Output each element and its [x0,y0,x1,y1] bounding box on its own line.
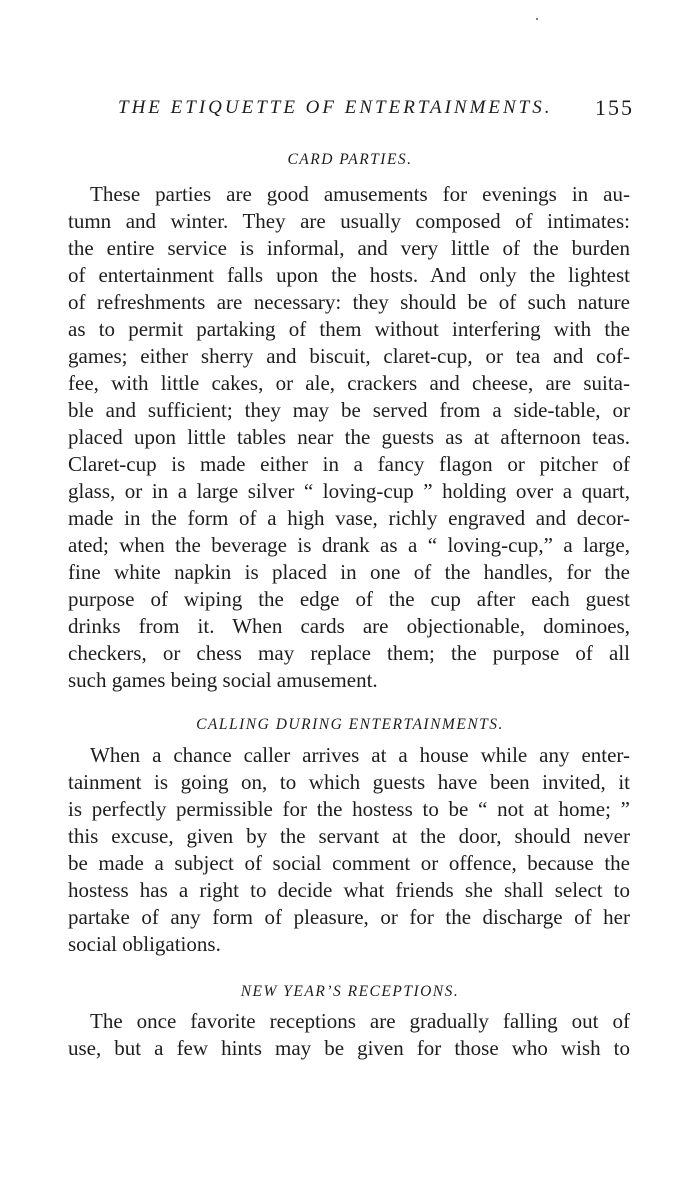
text-line: made in the form of a high vase, richly engraved and decor- [68,506,630,530]
text-line: These parties are good amusements for evenings in au- [90,182,630,206]
text-line: Claret-cup is made either in a fancy flagon or pitcher of [68,452,630,476]
text-line: purpose of wiping the edge of the cup after each guest [68,587,630,611]
text-line: be made a subject of social comment or offence, because the [68,851,630,875]
page-number: 155 [595,95,634,120]
section-heading-card-parties: CARD PARTIES. [287,151,413,168]
section-heading-calling-during-entertainments: CALLING DURING ENTERTAINMENTS. [196,716,504,733]
text-line: partake of any form of pleasure, or for the discharge of her [68,905,630,929]
section-heading-new-years-receptions: NEW YEAR’S RECEPTIONS. [240,983,460,1000]
text-line: glass, or in a large silver “ loving-cup ” holding over a quart, [68,479,630,503]
text-line: hostess has a right to decide what friends she shall select to [68,878,630,902]
running-head [118,97,634,127]
text-line: When a chance caller arrives at a house while any enter- [90,743,630,767]
running-head-title: THE ETIQUETTE OF ENTERTAINMENTS. [118,97,553,118]
text-line: this excuse, given by the servant at the door, should never [68,824,630,848]
text-line: ated; when the beverage is drank as a “ loving-cup,” a large, [68,533,630,557]
ink-speck [536,18,538,20]
text-line: tainment is going on, to which guests have been invited, it [68,770,630,794]
paragraph-calling-during-entertainments [68,742,630,958]
text-line: fee, with little cakes, or ale, crackers and cheese, are suita- [68,371,630,395]
text-line: checkers, or chess may replace them; the purpose of all [68,641,630,665]
text-line: The once favorite receptions are gradually falling out of [90,1009,630,1033]
text-line: social obligations. [68,932,221,956]
text-line: ble and sufficient; they may be served from a side-table, or [68,398,630,422]
text-line: tumn and winter. They are usually composed of intimates: [68,209,630,233]
paragraph-card-parties [68,181,630,694]
text-line: of refreshments are necessary: they should be of such nature [68,290,630,314]
text-line: games; either sherry and biscuit, claret-cup, or tea and cof- [68,344,630,368]
text-line: fine white napkin is placed in one of the handles, for the [68,560,630,584]
text-line: such games being social amusement. [68,668,378,692]
text-line: as to permit partaking of them without interfering with the [68,317,630,341]
text-line: of entertainment falls upon the hosts. And only the lightest [68,263,630,287]
paragraph-new-years-receptions [68,1008,630,1062]
text-line: placed upon little tables near the guests as at afternoon teas. [68,425,630,449]
text-line: is perfectly permissible for the hostess to be “ not at home; ” [68,797,630,821]
text-line: use, but a few hints may be given for those who wish to [68,1036,630,1060]
text-line: the entire service is informal, and very little of the burden [68,236,630,260]
text-line: drinks from it. When cards are objectionable, dominoes, [68,614,630,638]
